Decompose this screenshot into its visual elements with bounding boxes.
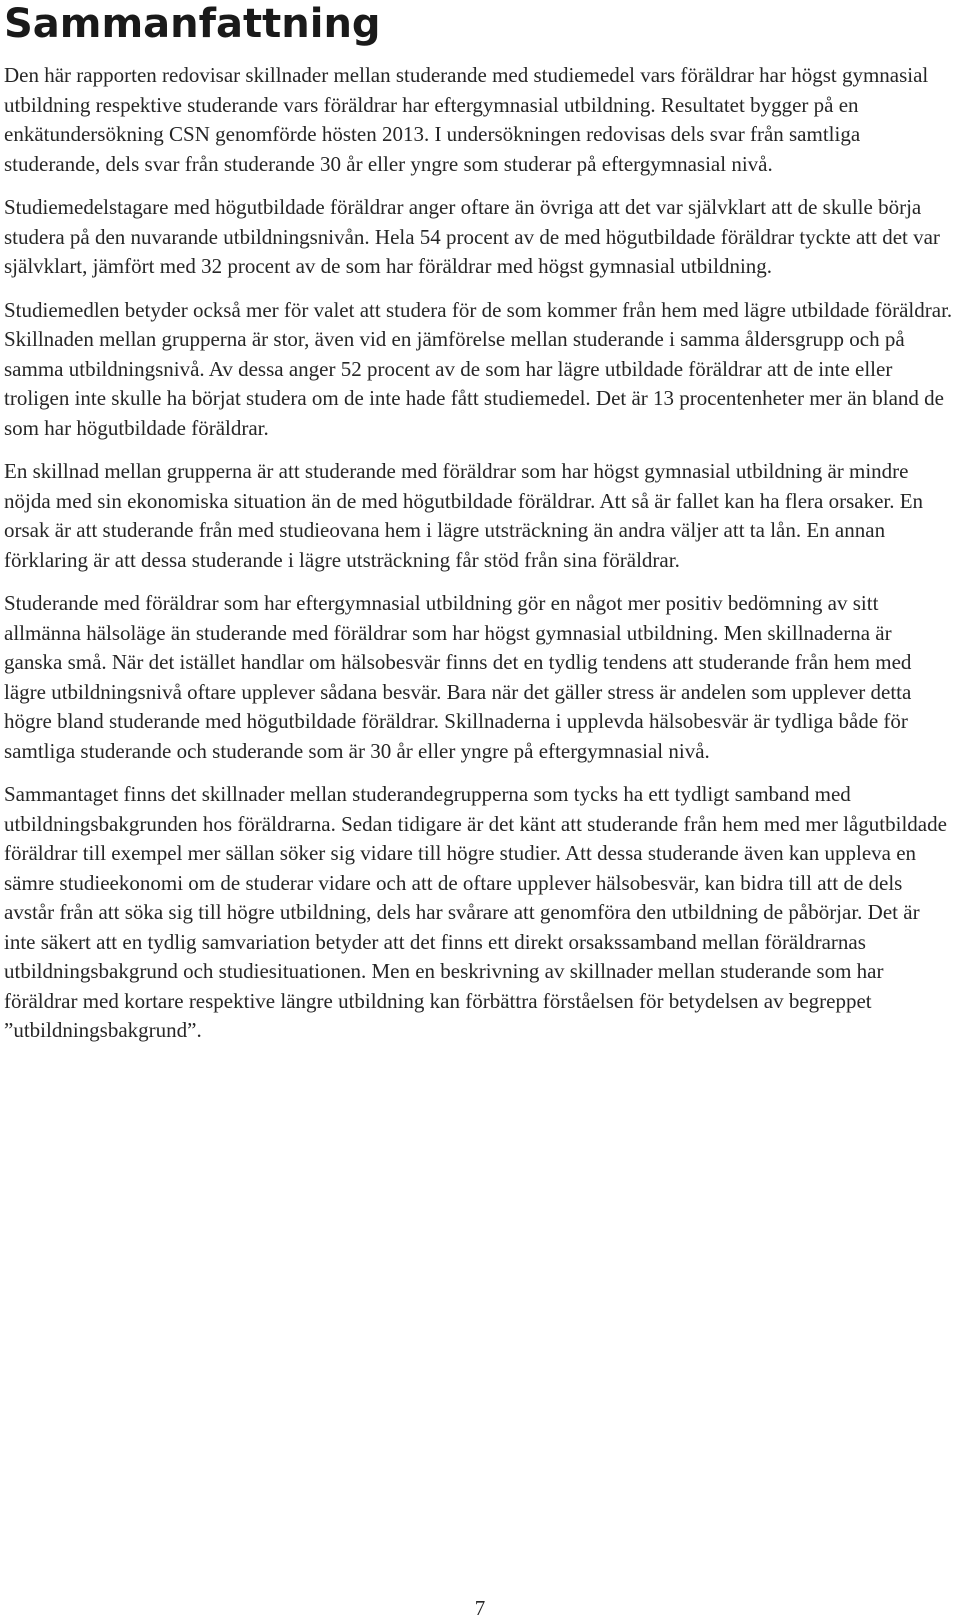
page-number: 7 xyxy=(474,1596,486,1620)
paragraph-health: Studerande med föräldrar som har eftergymnasial utbildning gör en något mer positiv bedömning av sitt allmänna hälsoläge än studerande med föräldrar som har högst gymnasial utbildning. Men skillnaderna är ganska små. När det istället handlar om hälsobesvär finns det en tydlig tendens att studerande från hem med lägre utbildningsnivå oftare upplever sådana besvär. Bara när det gäller stress är andelen som upplever detta högre bland studerande med högutbildade föräldrar. Skillnaderna i upplevda hälsobesvär är tydliga både för samtliga studerande och studerande som är 30 år eller yngre på eftergymnasial nivå. xyxy=(4,591,912,763)
paragraph-economic-situation: En skillnad mellan grupperna är att studerande med föräldrar som har högst gymnasial utbildning är mindre nöjda med sin ekonomiska situation än de med högutbildade föräldrar. Att så är fallet kan ha flera orsaker. En orsak är att studerande från med studieovana hem i lägre utsträckning än andra väljer att ta lån. En annan förklaring är att dessa studerande i lägre utsträckning får stöd från sina föräldrar. xyxy=(4,459,924,572)
paragraph-conclusion: Sammantaget finns det skillnader mellan studerandegrupperna som tycks ha ett tydligt samband med utbildningsbakgrunden hos föräldrarna. Sedan tidigare är det känt att studerande från hem med mer lågutbildade föräldrar till exempel mer sällan söker sig vidare till högre studier. Att dessa studerande även kan uppleva en sämre studieekonomi om de studerar vidare och att de oftare upplever hälsobesvär, kan bidra till att de dels avstår från att söka sig till högre utbildning, dels har svårare att genomföra den utbildning de påbörjar. Det är inte säkert att en tydlig samvariation betyder att det finns ett direkt orsakssamband mellan föräldrarnas utbildningsbakgrund och studiesituationen. Men en beskrivning av skillnader mellan studerande som har föräldrar med kortare respektive längre utbildning kan förbättra förståelsen för betydelsen av begreppet ”utbildningsbakgrund”. xyxy=(4,782,947,1042)
paragraph-self-evident: Studiemedelstagare med högutbildade föräldrar anger oftare än övriga att det var självklart att de skulle börja studera på den nuvarande utbildningsnivån. Hela 54 procent av de med högutbildade föräldrar tyckte att det var självklart, jämfört med 32 procent av de som har föräldrar med högst gymnasial utbildning. xyxy=(4,195,940,278)
paragraph-intro: Den här rapporten redovisar skillnader mellan studerande med studiemedel vars föräldrar har högst gymnasial utbildning respektive studerande vars föräldrar har eftergymnasial utbildning. Resultatet bygger på en enkätundersökning CSN genomförde hösten 2013. I undersökningen redovisas dels svar från samtliga studerande, dels svar från studerande 30 år eller yngre som studerar på eftergymnasial nivå. xyxy=(4,63,929,176)
document-page xyxy=(4,0,954,1060)
summary-body xyxy=(4,61,954,1046)
paragraph-study-aid-importance: Studiemedlen betyder också mer för valet att studera för de som kommer från hem med lägre utbildade föräldrar. Skillnaden mellan grupperna är stor, även vid en jämförelse mellan studerande i samma åldersgrupp och på samma utbildningsnivå. Av dessa anger 52 procent av de som har lägre utbildade föräldrar att de inte eller troligen inte skulle ha börjat studera om de inte hade fått studiemedel. Det är 13 procentenheter mer än bland de som har högutbildade föräldrar. xyxy=(4,297,953,440)
page-title: Sammanfattning xyxy=(4,1,381,47)
